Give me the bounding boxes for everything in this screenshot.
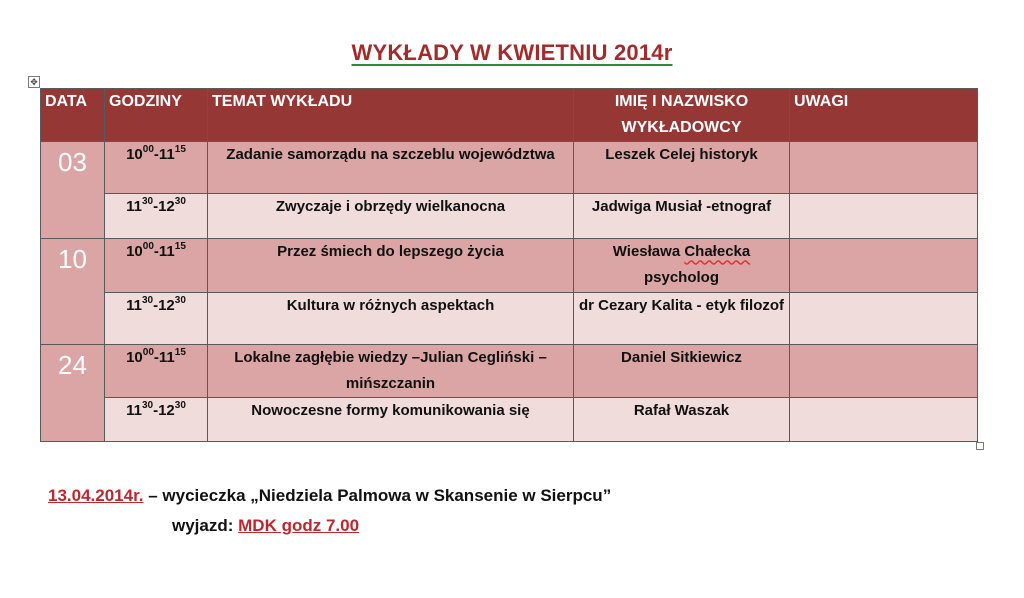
- trip-announcement: [48, 486, 611, 506]
- notes-cell: [790, 142, 978, 194]
- topic-cell: Zadanie samorządu na szczeblu województwa: [208, 142, 574, 194]
- lecturer-cell: Jadwiga Musiał -etnograf: [574, 194, 790, 239]
- departure-info: [172, 516, 359, 536]
- departure-value: MDK godz 7.00: [238, 516, 360, 535]
- time-cell: $11^{30}-12^{30}$: [105, 194, 208, 239]
- header-data: DATA: [41, 89, 105, 142]
- table-row: [41, 239, 978, 292]
- time-cell: $10^{00}-11^{15}$: [105, 344, 208, 397]
- time-cell: $10^{00}-11^{15}$: [105, 239, 208, 292]
- topic-cell: Przez śmiech do lepszego życia: [208, 239, 574, 292]
- time-cell: $11^{30}-12^{30}$: [105, 292, 208, 344]
- table-row: [41, 292, 978, 344]
- date-cell: 24: [41, 344, 105, 441]
- trip-text: – wycieczka „Niedziela Palmowa w Skansenie w Sierpcu”: [143, 486, 612, 505]
- topic-cell: Nowoczesne formy komunikowania się: [208, 397, 574, 441]
- topic-cell: Kultura w różnych aspektach: [208, 292, 574, 344]
- time-cell: $10^{00}-11^{15}$: [105, 142, 208, 194]
- header-wykladowca: IMIĘ I NAZWISKO WYKŁADOWCY: [574, 89, 790, 142]
- date-cell: 10: [41, 239, 105, 344]
- table-header-row: [41, 89, 978, 142]
- header-uwagi: UWAGI: [790, 89, 978, 142]
- departure-label: wyjazd:: [172, 516, 239, 535]
- lecturer-cell: Rafał Waszak: [574, 397, 790, 441]
- table-row: [41, 344, 978, 397]
- table-row: [41, 142, 978, 194]
- lecturer-cell: dr Cezary Kalita - etyk filozof: [574, 292, 790, 344]
- trip-date: 13.04.2014r.: [48, 486, 144, 505]
- table-row: [41, 194, 978, 239]
- time-cell: $11^{30}-12^{30}$: [105, 397, 208, 441]
- notes-cell: [790, 194, 978, 239]
- topic-cell: Zwyczaje i obrzędy wielkanocna: [208, 194, 574, 239]
- lecturer-cell: Daniel Sitkiewicz: [574, 344, 790, 397]
- header-temat: TEMAT WYKŁADU: [208, 89, 574, 142]
- notes-cell: [790, 292, 978, 344]
- page-title: WYKŁADY W KWIETNIU 2014r: [351, 40, 673, 65]
- lecturer-cell: Wiesława Chałecka psycholog: [574, 239, 790, 292]
- table-move-handle-icon[interactable]: ✥: [28, 76, 40, 88]
- spellcheck-word: Chałecka: [684, 243, 751, 261]
- lecturer-cell: Leszek Celej historyk: [574, 142, 790, 194]
- table-row: [41, 397, 978, 441]
- date-cell: 03: [41, 142, 105, 239]
- notes-cell: [790, 397, 978, 441]
- notes-cell: [790, 344, 978, 397]
- lecture-schedule-table: [40, 88, 978, 442]
- topic-cell: Lokalne zagłębie wiedzy –Julian Cegliński – mińszczanin: [208, 344, 574, 397]
- notes-cell: [790, 239, 978, 292]
- header-godziny: GODZINY: [105, 89, 208, 142]
- table-resize-handle[interactable]: [976, 442, 984, 450]
